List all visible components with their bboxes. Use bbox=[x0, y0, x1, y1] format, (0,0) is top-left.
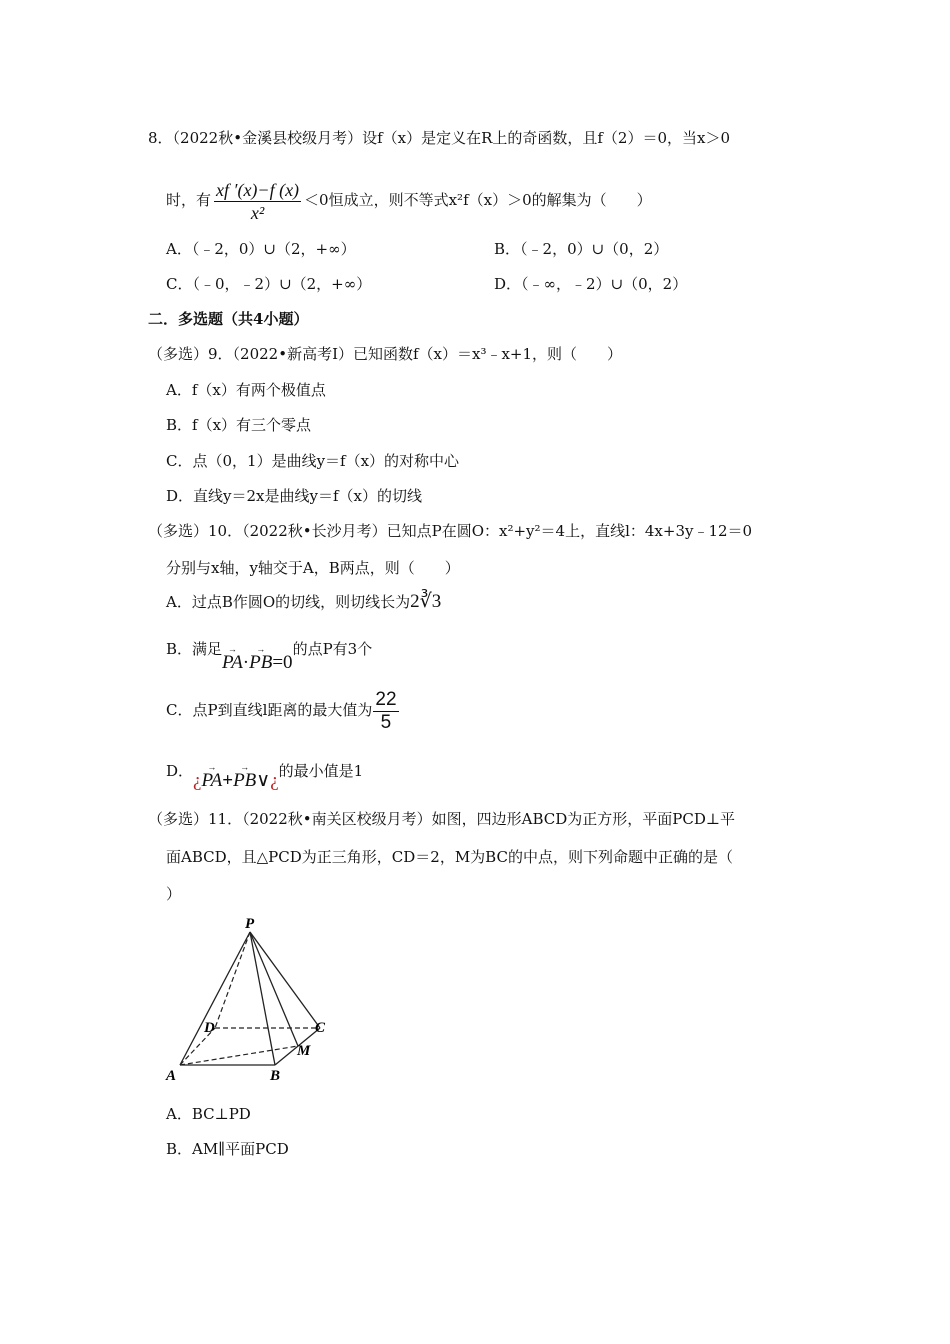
q10-option-d-suffix: 的最小值是1 bbox=[278, 762, 364, 780]
q10-option-b-suffix: 的点P有3个 bbox=[292, 640, 373, 658]
label-d: D bbox=[204, 1020, 215, 1036]
question-8-line-2-suffix: ＜0恒成立，则不等式x²f（x）＞0的解集为（ ） bbox=[304, 191, 652, 209]
question-10-stem-1: （多选）10．（2022秋•长沙月考）已知点P在圆O：x²+y²＝4上，直线l：4x+3y﹣12＝0 bbox=[148, 522, 753, 540]
q10-option-b-prefix: B．满足 bbox=[166, 640, 223, 658]
vector-arrow: → bbox=[207, 762, 217, 772]
q10-option-b bbox=[166, 634, 372, 678]
q9-option-d: D．直线y＝2x是曲线y＝f（x）的切线 bbox=[166, 487, 422, 505]
q10-option-c-text: C．点P到直线l距离的最大值为 bbox=[166, 701, 373, 719]
dot-operator: · bbox=[242, 652, 250, 673]
q11-option-a: A．BC⊥PD bbox=[166, 1105, 251, 1123]
q10-option-b-formula bbox=[222, 644, 293, 678]
question-10-stem-2: 分别与x轴，y轴交于A，B两点，则（ ） bbox=[166, 559, 460, 577]
vector-pa-label: PA bbox=[222, 652, 243, 673]
section-title: 二．多选题（共4小题） bbox=[148, 310, 309, 328]
q11-option-b: B．AM∥平面PCD bbox=[166, 1140, 289, 1158]
edge-pb bbox=[250, 932, 275, 1065]
q8-option-b: B．（﹣2，0）∪（0，2） bbox=[494, 240, 669, 258]
question-9-stem: （多选）9．（2022•新高考Ⅰ）已知函数f（x）＝x³﹣x+1，则（ ） bbox=[148, 345, 623, 363]
q10-option-a-text: A．过点B作圆O的切线，则切线长为 bbox=[166, 593, 411, 611]
q9-option-a: A．f（x）有两个极值点 bbox=[166, 381, 326, 399]
edge-am bbox=[180, 1046, 298, 1065]
garbled-char: ¿ bbox=[193, 770, 202, 791]
or-operator: ∨ bbox=[256, 770, 271, 791]
q9-option-c: C．点（0，1）是曲线y＝f（x）的对称中心 bbox=[166, 452, 460, 470]
q10-option-c-fraction bbox=[373, 689, 398, 734]
label-b: B bbox=[270, 1068, 281, 1084]
edge-pd bbox=[215, 932, 250, 1028]
q9-option-b: B．f（x）有三个零点 bbox=[166, 416, 312, 434]
question-11-stem-2: 面ABCD，且△PCD为正三角形，CD＝2，M为BC的中点，则下列命题中正确的是（ bbox=[166, 848, 733, 866]
fraction-denominator: x² bbox=[250, 202, 265, 223]
question-11-stem-1: （多选）11．（2022秋•南关区校级月考）如图，四边形ABCD为正方形，平面PCD⊥平 bbox=[148, 810, 735, 828]
q10-option-d bbox=[166, 756, 363, 796]
pyramid-figure bbox=[160, 910, 340, 1086]
vector-pb bbox=[233, 762, 257, 796]
vector-arrow: → bbox=[227, 644, 237, 654]
question-8-line-1: 8．（2022秋•金溪县校级月考）设f（x）是定义在R上的奇函数，且f（2）＝0，当x＞0 bbox=[148, 129, 731, 147]
label-a: A bbox=[166, 1068, 177, 1084]
q10-option-a-math: 2∛3 bbox=[410, 591, 442, 612]
fraction-numerator: 22 bbox=[375, 688, 397, 710]
fraction-numerator: xf ′(x)−f (x) bbox=[216, 179, 300, 200]
vector-pa bbox=[201, 762, 223, 796]
equals-zero: =0 bbox=[272, 652, 293, 673]
q10-option-a bbox=[166, 592, 441, 612]
question-11-stem-3: ） bbox=[166, 885, 182, 903]
q10-option-d-formula bbox=[193, 762, 279, 796]
vector-pb-label: PB bbox=[249, 652, 273, 673]
q10-option-c bbox=[166, 688, 400, 732]
q10-option-d-prefix: D． bbox=[166, 762, 194, 780]
vector-arrow: → bbox=[256, 644, 266, 654]
fraction-denominator: 5 bbox=[380, 711, 392, 733]
edge-pa bbox=[180, 932, 250, 1065]
question-8-fraction bbox=[214, 179, 301, 224]
question-8-line-2 bbox=[166, 174, 652, 226]
vector-pa-label: PA bbox=[201, 770, 223, 791]
vector-pa bbox=[222, 644, 243, 678]
question-8-line-2-prefix: 时，有 bbox=[166, 191, 212, 209]
label-p: P bbox=[245, 916, 255, 932]
q8-option-a: A．（﹣2，0）∪（2，+∞） bbox=[166, 240, 356, 258]
plus-operator: + bbox=[222, 770, 234, 791]
vector-pb-label: PB bbox=[233, 770, 257, 791]
vector-pb bbox=[249, 644, 273, 678]
q8-option-d: D．（﹣∞，﹣2）∪（0，2） bbox=[494, 275, 688, 293]
label-m: M bbox=[297, 1043, 311, 1059]
garbled-char: ¿ bbox=[270, 770, 279, 791]
vector-arrow: → bbox=[240, 762, 250, 772]
label-c: C bbox=[315, 1020, 326, 1036]
q8-option-c: C．（﹣0，﹣2）∪（2，+∞） bbox=[166, 275, 372, 293]
